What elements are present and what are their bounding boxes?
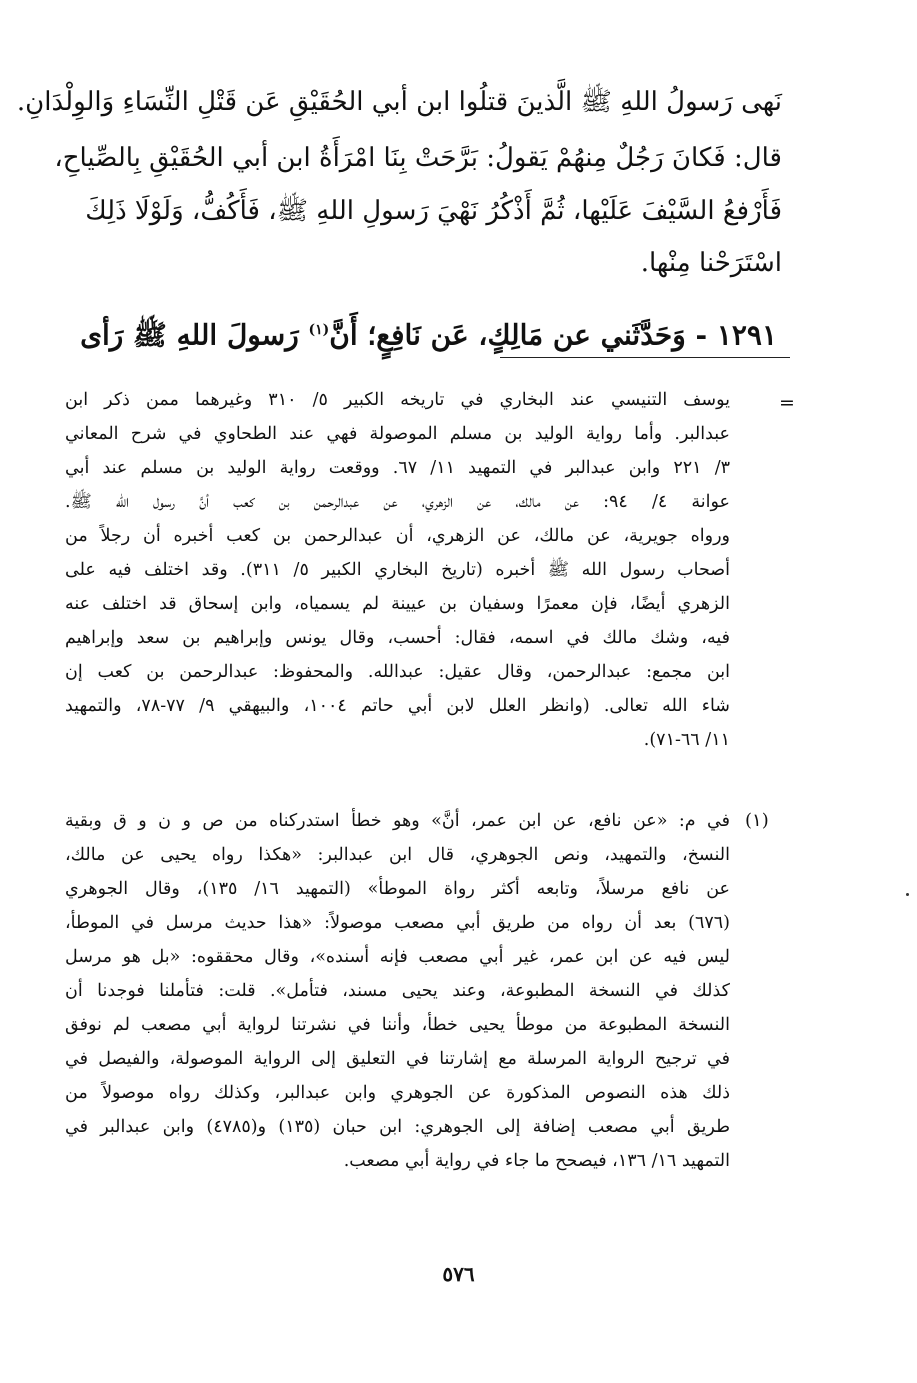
footnote-line: ليس فيه عن ابن عمر، غير أبي مصعب فإنه أسنده»، وقال محققوه: «بل هو مرسل xyxy=(65,947,730,967)
footnote-line: ذلك هذه النصوص المذكورة عن الجوهري وابن عبدالبر، وكذلك رواه موصولاً من xyxy=(65,1083,730,1103)
footnote-continuation-marker: = xyxy=(779,392,795,414)
footnote-line: في م: «عن نافع، عن ابن عمر، أنَّ» وهو خطأ استدركناه من ص و ن و ق وبقية xyxy=(65,811,730,831)
footnote-line: التمهيد ١٦/ ١٣٦، فيصحح ما جاء في رواية أبي مصعب. xyxy=(343,1151,730,1171)
page-number: ٥٧٦ xyxy=(442,1262,475,1286)
footnote-line: ورواه جويرية، عن مالك، عن الزهري، أن عبدالرحمن بن كعب أخبره أن رجلاً من xyxy=(65,526,730,546)
footnote-line: كذلك في النسخة المطبوعة، وعند يحيى مسند، فتأمل». قلت: فتأملنا فوجدنا أن xyxy=(65,981,730,1001)
main-text-line: اسْتَرَحْنا مِنْها. xyxy=(640,248,782,278)
footnote-line: ابن مجمع: عبدالرحمن، وقال عقيل: عبدالله. والمحفوظ: عبدالرحمن بن كعب إن xyxy=(65,662,730,682)
hadith-text-start: رَسولَ اللهِ ﷺ رَأى xyxy=(80,318,299,352)
main-text-line: نَهى رَسولُ اللهِ ﷺ الَّذينَ قتلُوا ابن أبي الحُقَيْقِ عَن قَتْلِ النِّسَاءِ وَالوِلْدَانِ. xyxy=(16,87,782,117)
footnote-line: عن نافع مرسلاً، وتابعه أكثر رواة الموطأ» (التمهيد ١٦/ ١٣٥)، وقال الجوهري xyxy=(65,879,730,899)
hadith-heading xyxy=(80,300,777,360)
footnote-line: الزهري أيضًا، فإن معمرًا وسفيان بن عيينة لم يسمياه، وابن إسحاق قد اختلف عنه xyxy=(65,594,730,614)
footnote-line: النسخة المطبوعة من موطأ يحيى خطأ، وأننا في نشرتنا لرواية أبي مصعب لم نوفق xyxy=(65,1015,730,1035)
footnote-line: شاء الله تعالى. (وانظر العلل لابن أبي حاتم ١٠٠٤، والبيهقي ٩/ ٧٧-٧٨، والتمهيد xyxy=(65,696,730,716)
footnote-line: أصحاب رسول الله ﷺ أخبره (تاريخ البخاري الكبير ٥/ ٣١١). وقد اختلف فيه على xyxy=(65,560,730,580)
footnote-line: في ترجيح الرواية المرسلة مع إشارتنا في التعليق إلى الرواية الموصولة، والفيصل في xyxy=(65,1049,730,1069)
footnote-line: النسخ، والتمهيد، ونص الجوهري، قال ابن عبدالبر: «هكذا رواه يحيى عن مالك، xyxy=(65,845,730,865)
footnote-line: يوسف التنيسي عند البخاري في تاريخه الكبير ٥/ ٣١٠ وغيرهما ممن ذكر ابن xyxy=(65,390,730,410)
footnote-line: فيه، وشك مالك في اسمه، فقال: أحسب، وقال يونس وإبراهيم بن سعد وإبراهيم xyxy=(65,628,730,648)
footnote-line: ١١/ ٦٦-٧١). xyxy=(643,730,730,750)
footnote-line: (٦٧٦) بعد أن رواه من طريق أبي مصعب موصولاً: «هذا حديث مرسل في الموطأ، xyxy=(65,913,730,933)
footnote-line: عوانة ٤/ ٩٤: عن مالك، عن الزهري، عن عبدالرحمن بن كعب أنَّ رسول الله ﷺ. xyxy=(65,492,730,512)
footnote-number: (١) xyxy=(745,810,769,831)
footnote-separator xyxy=(500,357,790,358)
footnote-line: ٣/ ٢٢١ وابن عبدالبر في التمهيد ١١/ ٦٧. ووقعت رواية الوليد بن مسلم عند أبي xyxy=(65,458,730,478)
footnote-line: عبدالبر. وأما رواية الوليد بن مسلم الموصولة فهي عند الطحاوي في شرح المعاني xyxy=(65,424,730,444)
main-text-line: قال: فَكانَ رَجُلٌ مِنهُمْ يَقولُ: بَرَّحَتْ بِنَا امْرَأَةُ ابن أبي الحُقَيْقِ بِالصِّياحِ، xyxy=(54,143,782,173)
hadith-number-and-chain: ١٢٩١ - وَحَدَّثَني عن مَالِكٍ، عَن نَافِعٍ؛ أَنَّ xyxy=(329,318,777,352)
main-text-line: فَأَرْفعُ السَّيْفَ عَلَيْها، ثُمَّ أَذْكُرُ نَهْيَ رَسولِ اللهِ ﷺ، فَأَكُفُّ، وَلَوْلَا ذَلِكَ xyxy=(85,196,782,226)
footnote-line: طريق أبي مصعب إضافة إلى الجوهري: ابن حبان (١٣٥) و(٤٧٨٥) وابن عبدالبر في xyxy=(65,1117,730,1137)
margin-mark xyxy=(906,893,909,896)
footnote-reference[interactable]: (١) xyxy=(308,322,330,338)
